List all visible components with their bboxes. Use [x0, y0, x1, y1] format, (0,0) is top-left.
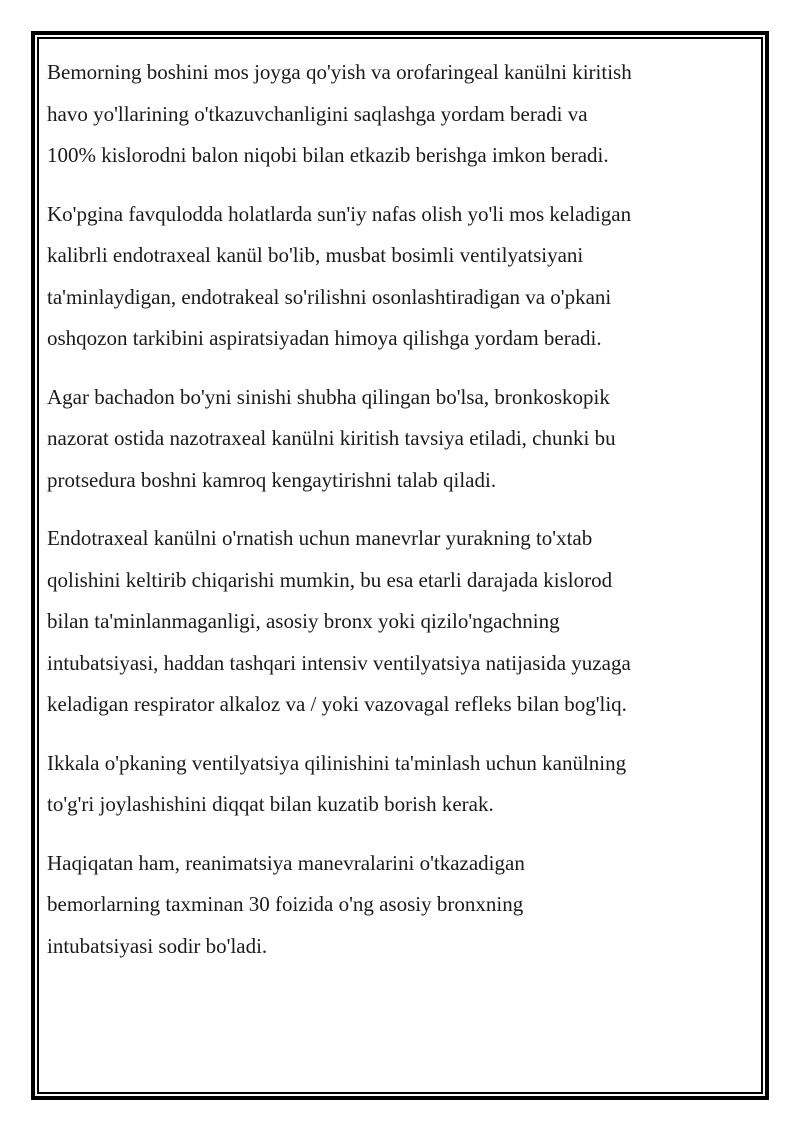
text-line: Endotraxeal kanülni o'rnatish uchun manevrlar yurakning to'xtab	[47, 526, 593, 550]
text-line: nazorat ostida nazotraxeal kanülni kiritish tavsiya etiladi, chunki bu	[47, 426, 616, 450]
text-line: havo yo'llarining o'tkazuvchanligini saqlashga yordam beradi va	[47, 101, 588, 126]
paragraph-5	[47, 743, 737, 826]
text-line: kalibrli endotraxeal kanül bo'lib, musbat bosimli ventilyatsiyani	[47, 243, 584, 267]
text-line: Haqiqatan ham, reanimatsiya manevralarini o'tkazadigan	[47, 850, 525, 875]
text-line: protsedura boshni kamroq kengaytirishni talab qiladi.	[47, 467, 497, 492]
text-line: qolishini keltirib chiqarishi mumkin, bu esa etarli darajada kislorod	[47, 567, 613, 592]
paragraph-4	[47, 518, 737, 726]
text-line: bilan ta'minlanmaganligi, asosiy bronx yoki qizilo'ngachning	[47, 609, 560, 633]
text-line: bemorlarning taxminan 30 foizida o'ng asosiy bronxning	[47, 892, 524, 916]
text-line: keladigan respirator alkaloz va / yoki vazovagal refleks bilan bog'liq.	[47, 692, 627, 716]
paragraph-1	[47, 52, 737, 177]
text-line: 100% kislorodni balon niqobi bilan etkazib berishga imkon beradi.	[47, 143, 609, 167]
document-body	[47, 52, 737, 984]
paragraph-6	[47, 843, 737, 968]
text-line: oshqozon tarkibini aspiratsiyadan himoya qilishga yordam beradi.	[47, 326, 602, 350]
text-line: Agar bachadon bo'yni sinishi shubha qilingan bo'lsa, bronkoskopik	[47, 384, 610, 409]
text-line: Bemorning boshini mos joyga qo'yish va orofaringeal kanülni kiritish	[47, 60, 632, 84]
text-line: intubatsiyasi sodir bo'ladi.	[47, 933, 268, 958]
text-line: ta'minlaydigan, endotrakeal so'rilishni osonlashtiradigan va o'pkani	[47, 284, 612, 309]
text-line: Ko'pgina favqulodda holatlarda sun'iy nafas olish yo'li mos keladigan	[47, 201, 632, 226]
paragraph-2	[47, 194, 737, 360]
text-line: intubatsiyasi, haddan tashqari intensiv ventilyatsiya natijasida yuzaga	[47, 650, 631, 675]
text-line: to'g'ri joylashishini diqqat bilan kuzatib borish kerak.	[47, 792, 494, 816]
paragraph-3	[47, 377, 737, 502]
text-line: Ikkala o'pkaning ventilyatsiya qilinishini ta'minlash uchun kanülning	[47, 750, 627, 775]
